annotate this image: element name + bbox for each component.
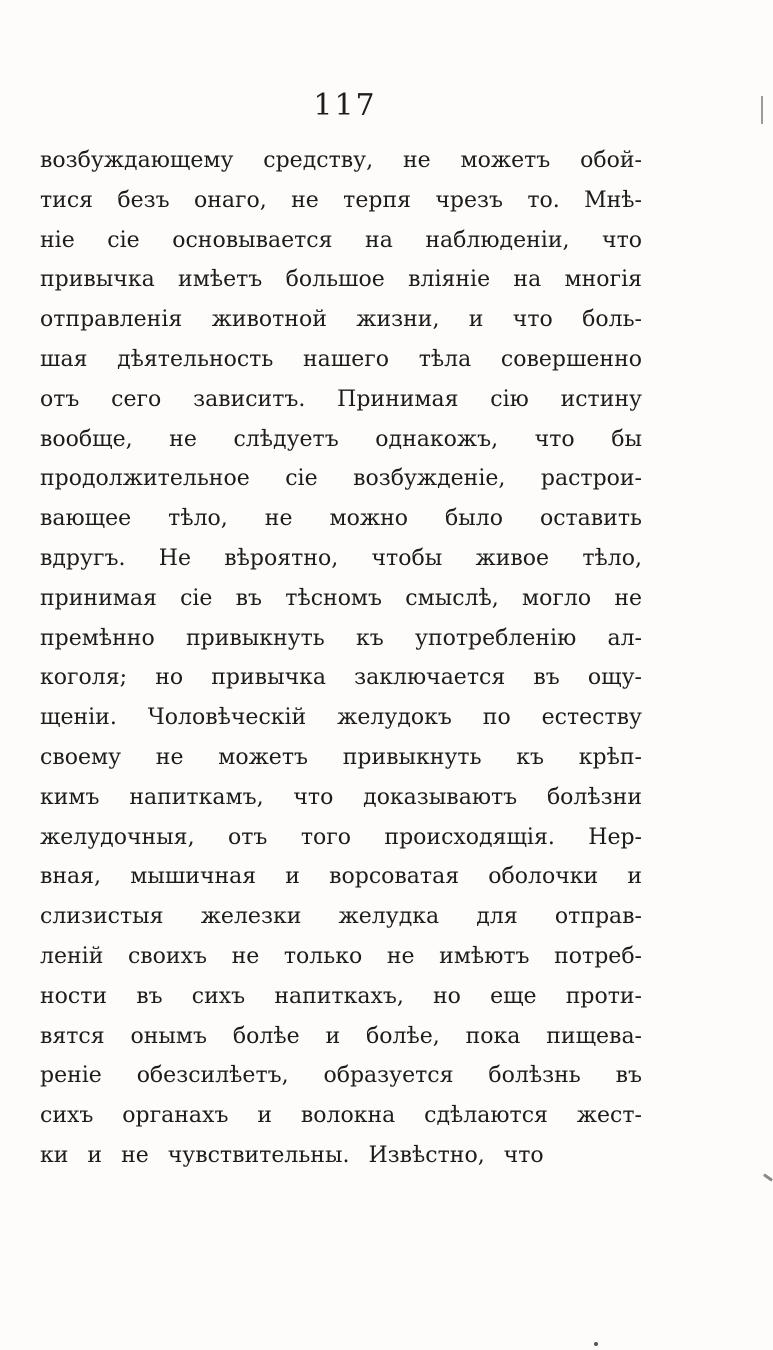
body-text [40, 141, 642, 1176]
text-line: желудочныя, отъ того происходящія. Нер- [40, 824, 642, 850]
text-line: вающее тѣло, не можно было оставить [40, 506, 642, 532]
text-line: ности въ сихъ напиткахъ, но еще проти- [40, 983, 642, 1009]
text-line: ки и не чувствительны. Извѣстно, что [40, 1142, 544, 1168]
text-line: отъ сего зависитъ. Принимая сію истину [40, 386, 642, 412]
text-line: возбуждающему средству, не можетъ обой- [40, 148, 642, 173]
text-line: вная, мышичная и ворсоватая оболочки и [40, 864, 642, 890]
text-line: отправленія животной жизни, и что боль- [40, 307, 642, 333]
text-line: ніе сіе основывается на наблюденіи, что [40, 227, 642, 253]
text-line: принимая сіе въ тѣсномъ смыслѣ, могло не [40, 585, 642, 611]
page-edge-mark [763, 1173, 773, 1181]
ink-speck [594, 1342, 598, 1346]
text-line: своему не можетъ привыкнуть къ крѣп- [40, 744, 642, 770]
page-edge-mark [761, 96, 763, 124]
text-line: коголя; но привычка заключается въ ощу- [40, 665, 642, 691]
text-line: кимъ напиткамъ, что доказываютъ болѣзни [40, 784, 642, 810]
text-line: леній своихъ не только не имѣютъ потреб- [40, 943, 642, 969]
text-line: премѣнно привыкнуть къ употребленію ал- [40, 625, 642, 651]
text-line: вдругъ. Не вѣроятно, чтобы живое тѣло, [40, 545, 642, 571]
page-number: 117 [313, 88, 377, 123]
text-line: шая дѣятельность нашего тѣла совершенно [40, 346, 642, 372]
text-line: сихъ органахъ и волокна сдѣлаются жест- [40, 1103, 642, 1129]
text-line: слизистыя железки желудка для отправ- [40, 904, 642, 930]
text-line: реніе обезсилѣетъ, образуется болѣзнь въ [40, 1063, 642, 1089]
text-line: тися безъ онаго, не терпя чрезъ то. Мнѣ- [40, 187, 642, 213]
text-line: привычка имѣетъ большое вліяніе на многія [40, 267, 642, 293]
text-line: вообще, не слѣдуетъ однакожъ, что бы [40, 426, 642, 452]
text-line: вятся онымъ болѣе и болѣе, пока пищева- [40, 1023, 642, 1049]
text-line: щеніи. Чоловѣческій желудокъ по естеству [40, 705, 642, 731]
text-line: продолжительное сіе возбужденіе, растрои- [40, 466, 642, 492]
